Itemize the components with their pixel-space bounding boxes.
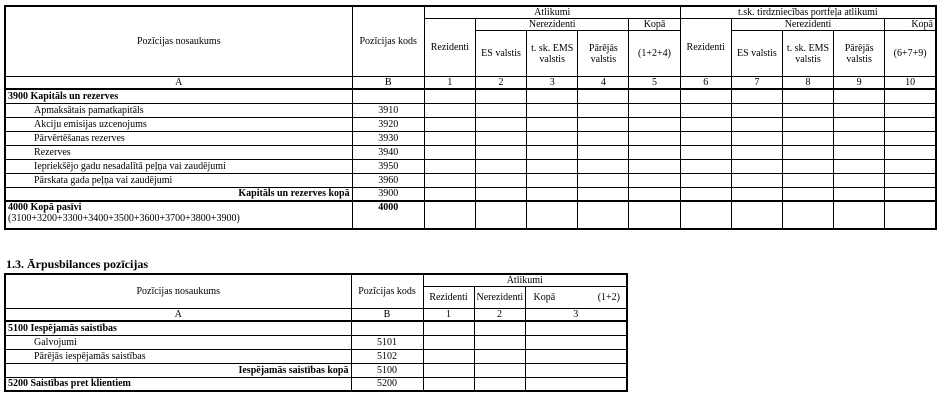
row-name: Iepriekšējo gadu nesadalītā peļņa vai zaudējumi: [5, 159, 352, 173]
value-cell[interactable]: [629, 187, 680, 201]
value-cell[interactable]: [474, 321, 525, 335]
value-cell[interactable]: [680, 103, 731, 117]
value-cell[interactable]: [424, 145, 475, 159]
value-cell[interactable]: [629, 103, 680, 117]
col-number: 1: [423, 309, 474, 322]
value-cell[interactable]: [782, 89, 833, 103]
row-code: 5101: [351, 335, 423, 349]
value-cell[interactable]: [680, 173, 731, 187]
value-cell[interactable]: [423, 321, 474, 335]
value-cell[interactable]: [834, 201, 885, 229]
value-cell[interactable]: [834, 145, 885, 159]
off-balance-table: [4, 273, 628, 392]
value-cell[interactable]: [578, 117, 629, 131]
row-code: 3920: [352, 117, 424, 131]
total-formula: (3100+3200+3300+3400+3500+3600+3700+3800+3900): [8, 213, 240, 224]
value-cell[interactable]: [527, 117, 578, 131]
value-cell[interactable]: [885, 89, 936, 103]
header-nerezidenti-2: Nerezidenti: [731, 19, 884, 31]
value-cell[interactable]: [680, 159, 731, 173]
row-name: Apmaksātais pamatkapitāls: [5, 103, 352, 117]
value-cell[interactable]: [885, 201, 936, 229]
table-row: [5, 159, 936, 173]
value-cell[interactable]: [578, 131, 629, 145]
total-row-label: [5, 201, 352, 229]
header-es-valstis-2: ES valstis: [731, 31, 782, 77]
value-cell[interactable]: [525, 335, 627, 349]
value-cell[interactable]: [629, 131, 680, 145]
col-letter-b: B: [351, 309, 423, 322]
value-cell[interactable]: [782, 131, 833, 145]
value-cell[interactable]: [475, 89, 526, 103]
header-kopa: Kopā: [533, 292, 556, 303]
value-cell[interactable]: [424, 201, 475, 229]
value-cell[interactable]: [424, 159, 475, 173]
header-atlikumi: Atlikumi: [424, 6, 680, 19]
value-cell[interactable]: [475, 117, 526, 131]
table-row: [5, 363, 627, 377]
col-letter-b: B: [352, 77, 424, 90]
value-cell[interactable]: [475, 131, 526, 145]
header-position-name: Pozīcijas nosaukums: [5, 6, 352, 77]
value-cell[interactable]: [680, 117, 731, 131]
value-cell[interactable]: [731, 89, 782, 103]
col-number: 5: [629, 77, 680, 90]
value-cell[interactable]: [424, 187, 475, 201]
value-cell[interactable]: [731, 187, 782, 201]
table-row: [5, 103, 936, 117]
value-cell[interactable]: [525, 377, 627, 391]
header-position-code: Pozīcijas kods: [352, 6, 424, 77]
col-number: 9: [834, 77, 885, 90]
value-cell[interactable]: [885, 173, 936, 187]
header-kopa-formula: (1+2): [597, 292, 620, 303]
value-cell[interactable]: [885, 145, 936, 159]
value-cell[interactable]: [525, 349, 627, 363]
col-number: 7: [731, 77, 782, 90]
value-cell[interactable]: [424, 89, 475, 103]
value-cell[interactable]: [423, 335, 474, 349]
row-code: 5200: [351, 377, 423, 391]
header-nerezidenti: Nerezidenti: [475, 19, 628, 31]
value-cell[interactable]: [731, 131, 782, 145]
value-cell[interactable]: [629, 89, 680, 103]
value-cell[interactable]: [423, 349, 474, 363]
balance-table: [4, 5, 937, 230]
value-cell[interactable]: [731, 145, 782, 159]
header-portfolio: t.sk. tirdzniecības portfeļa atlikumi: [680, 6, 936, 19]
row-name: Akciju emisijas uzcenojums: [5, 117, 352, 131]
value-cell[interactable]: [782, 145, 833, 159]
value-cell[interactable]: [525, 321, 627, 335]
value-cell[interactable]: [474, 349, 525, 363]
col-letter-a: A: [5, 309, 351, 322]
table-row: [5, 349, 627, 363]
table-row: [5, 335, 627, 349]
value-cell[interactable]: [731, 201, 782, 229]
row-name: Galvojumi: [5, 335, 351, 349]
value-cell[interactable]: [527, 159, 578, 173]
table-row: [5, 89, 936, 103]
col-number: 6: [680, 77, 731, 90]
row-name: 3900 Kapitāls un rezerves: [5, 89, 352, 103]
table-row: [5, 187, 936, 201]
value-cell[interactable]: [834, 103, 885, 117]
row-code: 3900: [352, 187, 424, 201]
value-cell[interactable]: [578, 89, 629, 103]
header-parejas-2: Pārējās valstis: [834, 31, 885, 77]
value-cell[interactable]: [782, 187, 833, 201]
table-row: [5, 117, 936, 131]
value-cell[interactable]: [731, 103, 782, 117]
header-ems-valstis-2: t. sk. EMS valstis: [782, 31, 833, 77]
row-code: 5100: [351, 363, 423, 377]
value-cell[interactable]: [782, 103, 833, 117]
value-cell[interactable]: [782, 117, 833, 131]
col-number: 3: [527, 77, 578, 90]
value-cell[interactable]: [885, 117, 936, 131]
value-cell[interactable]: [834, 159, 885, 173]
value-cell[interactable]: [731, 173, 782, 187]
value-cell[interactable]: [527, 173, 578, 187]
value-cell[interactable]: [834, 131, 885, 145]
row-name: Pārējās iespējamās saistības: [5, 349, 351, 363]
row-name: Rezerves: [5, 145, 352, 159]
value-cell[interactable]: [527, 145, 578, 159]
value-cell[interactable]: [885, 159, 936, 173]
col-number: 8: [782, 77, 833, 90]
value-cell[interactable]: [527, 89, 578, 103]
table-row: [5, 377, 627, 391]
value-cell[interactable]: [474, 377, 525, 391]
row-code: 3940: [352, 145, 424, 159]
value-cell[interactable]: [885, 131, 936, 145]
value-cell[interactable]: [424, 131, 475, 145]
value-cell[interactable]: [731, 159, 782, 173]
value-cell[interactable]: [578, 173, 629, 187]
value-cell[interactable]: [885, 103, 936, 117]
row-code: 3950: [352, 159, 424, 173]
header-parejas: Pārējās valstis: [578, 31, 629, 77]
value-cell[interactable]: [578, 145, 629, 159]
value-cell[interactable]: [475, 173, 526, 187]
value-cell[interactable]: [578, 187, 629, 201]
row-code: 3930: [352, 131, 424, 145]
table-row: [5, 321, 627, 335]
value-cell[interactable]: [474, 335, 525, 349]
value-cell[interactable]: [680, 131, 731, 145]
header-kopa-formula: (1+2+4): [629, 31, 680, 77]
row-name: Kapitāls un rezerves kopā: [5, 187, 352, 201]
header-rezidenti: Rezidenti: [423, 287, 474, 309]
value-cell[interactable]: [527, 131, 578, 145]
value-cell[interactable]: [834, 187, 885, 201]
total-code: 4000: [352, 201, 424, 229]
value-cell[interactable]: [424, 103, 475, 117]
header-position-name: Pozīcijas nosaukums: [5, 274, 351, 309]
col-number: 10: [885, 77, 936, 90]
value-cell[interactable]: [474, 363, 525, 377]
value-cell[interactable]: [782, 173, 833, 187]
value-cell[interactable]: [629, 117, 680, 131]
value-cell[interactable]: [525, 363, 627, 377]
row-name: Pārvērtēšanas rezerves: [5, 131, 352, 145]
header-kopa-cell: [525, 287, 627, 309]
value-cell[interactable]: [885, 187, 936, 201]
row-code: 3960: [352, 173, 424, 187]
header-kopa-2: Kopā: [885, 19, 936, 31]
row-name: Iespējamās saistības kopā: [5, 363, 351, 377]
value-cell[interactable]: [782, 159, 833, 173]
value-cell[interactable]: [475, 159, 526, 173]
value-cell[interactable]: [834, 117, 885, 131]
value-cell[interactable]: [629, 173, 680, 187]
value-cell[interactable]: [680, 89, 731, 103]
value-cell[interactable]: [423, 377, 474, 391]
header-rezidenti-2: Rezidenti: [680, 19, 731, 77]
value-cell[interactable]: [424, 117, 475, 131]
row-name: 5100 Iespējamās saistības: [5, 321, 351, 335]
value-cell[interactable]: [629, 159, 680, 173]
value-cell[interactable]: [423, 363, 474, 377]
value-cell[interactable]: [629, 145, 680, 159]
header-es-valstis: ES valstis: [475, 31, 526, 77]
value-cell[interactable]: [782, 201, 833, 229]
col-number: 4: [578, 77, 629, 90]
value-cell[interactable]: [834, 173, 885, 187]
col-number: 1: [424, 77, 475, 90]
value-cell[interactable]: [731, 117, 782, 131]
value-cell[interactable]: [475, 145, 526, 159]
value-cell[interactable]: [475, 187, 526, 201]
value-cell[interactable]: [578, 159, 629, 173]
col-number: 2: [475, 77, 526, 90]
section-title: 1.3. Ārpusbilances pozīcijas: [6, 257, 149, 271]
value-cell[interactable]: [527, 103, 578, 117]
value-cell[interactable]: [680, 145, 731, 159]
value-cell[interactable]: [578, 201, 629, 229]
value-cell[interactable]: [578, 103, 629, 117]
header-nerezidenti: Nerezidenti: [474, 287, 525, 309]
total-name: 4000 Kopā pasīvi: [8, 202, 82, 213]
value-cell[interactable]: [475, 103, 526, 117]
value-cell[interactable]: [680, 201, 731, 229]
value-cell[interactable]: [527, 187, 578, 201]
header-atlikumi: Atlikumi: [423, 274, 627, 287]
header-kopa: Kopā: [629, 19, 680, 31]
row-code: [351, 321, 423, 335]
value-cell[interactable]: [834, 89, 885, 103]
header-ems-valstis: t. sk. EMS valstis: [527, 31, 578, 77]
row-name: Pārskata gada peļņa vai zaudējumi: [5, 173, 352, 187]
value-cell[interactable]: [424, 173, 475, 187]
value-cell[interactable]: [527, 201, 578, 229]
header-position-code: Pozīcijas kods: [351, 274, 423, 309]
table-row: [5, 145, 936, 159]
row-name: 5200 Saistības pret klientiem: [5, 377, 351, 391]
row-code: 3910: [352, 103, 424, 117]
value-cell[interactable]: [680, 187, 731, 201]
header-kopa-formula-2: (6+7+9): [885, 31, 936, 77]
table-row: [5, 173, 936, 187]
row-code: [352, 89, 424, 103]
col-letter-a: A: [5, 77, 352, 90]
value-cell[interactable]: [475, 201, 526, 229]
table-row: [5, 131, 936, 145]
value-cell[interactable]: [629, 201, 680, 229]
col-number: 2: [474, 309, 525, 322]
col-number: 3: [525, 309, 627, 322]
row-code: 5102: [351, 349, 423, 363]
header-rezidenti: Rezidenti: [424, 19, 475, 77]
